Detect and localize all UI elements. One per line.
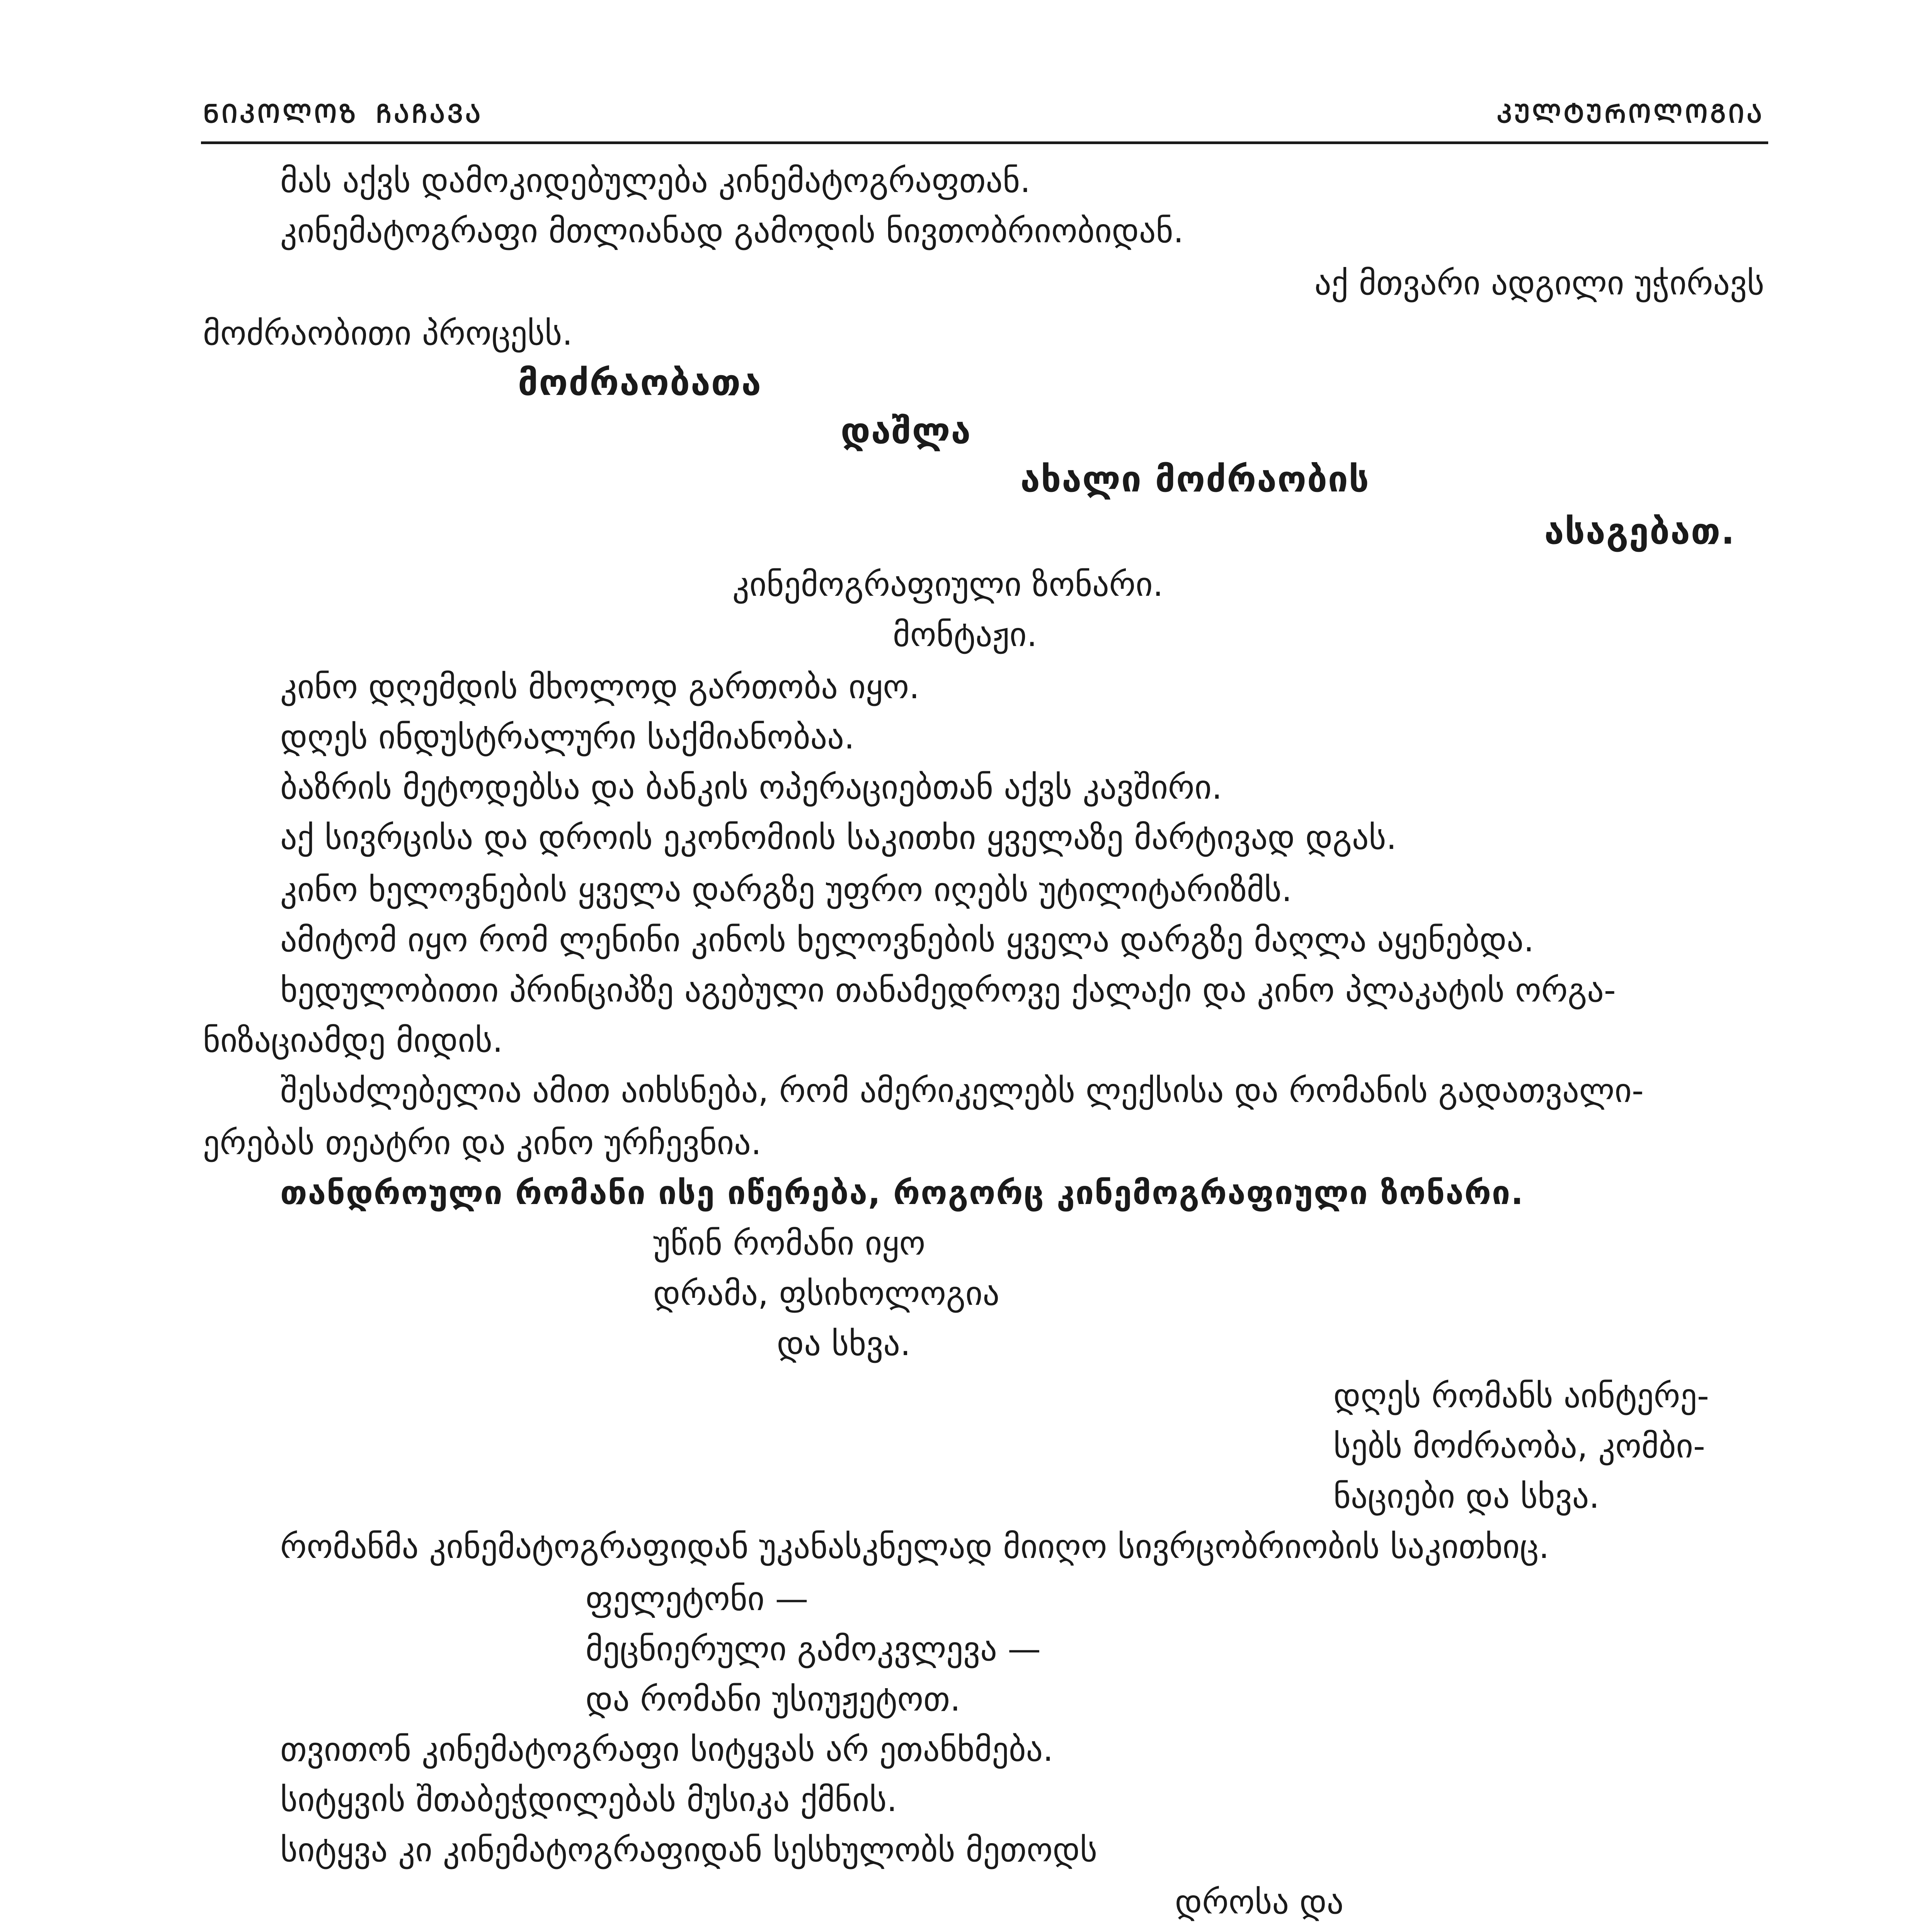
text-line: ნიზაციამდე მიდის.	[203, 1021, 503, 1060]
text-line: ბაზრის მეტოდებსა და ბანკის ოპერაციებთან აქვს კავშირი.	[280, 768, 1222, 807]
header-author: ᲜᲘᲙᲝᲚᲝᲖ ᲩᲐᲩᲐᲕᲐ	[203, 99, 483, 129]
text-line: კინო ხელოვნების ყველა დარგზე უფრო იღებს უტილიტარიზმს.	[280, 871, 1292, 909]
text-line: ხედულობითი პრინციპზე აგებული თანამედროვე ქალაქი და კინო პლაკატის ორგა-	[280, 971, 1616, 1010]
text-line: აქ სივრცისა და დროის ეკონომიის საკითხი ყველაზე მარტივად დგას.	[280, 818, 1397, 857]
text-line: მას აქვს დამოკიდებულება კინემატოგრაფთან.	[280, 162, 1031, 200]
heading-line: ასაგებათ.	[1544, 511, 1735, 552]
text-line: და სხვა.	[777, 1325, 911, 1363]
text-line: აქ მთვარი ადგილი უჭირავს	[1314, 264, 1764, 303]
text-line: დრამა, ფსიხოლოგია	[653, 1274, 999, 1313]
text-line: სიტყვა კი კინემატოგრაფიდან სესხულობს მეთოდს	[280, 1831, 1098, 1869]
heading-line: ახალი მოძრაობის	[1020, 459, 1370, 500]
text-line: ერებას თეატრი და კინო ურჩევნია.	[203, 1124, 762, 1162]
text-line: რომანმა კინემატოგრაფიდან უკანასკნელად მიიღო სივრცობრიობის საკითხიც.	[280, 1527, 1549, 1566]
text-line: დღეს ინდუსტრალური საქმიანობაა.	[280, 718, 855, 757]
text-line: კინემატოგრაფი მთლიანად გამოდის ნივთობრიობიდან.	[280, 212, 1184, 250]
header-section: ᲙᲣᲚᲢᲣᲠᲝᲚᲝᲒᲘᲐ	[1496, 99, 1764, 129]
header-rule	[201, 141, 1768, 144]
text-line: კინემოგრაფიული ზონარი.	[732, 565, 1163, 604]
heading-line: დაშლა	[841, 410, 972, 452]
text-line: სიტყვის შთაბეჭდილებას მუსიკა ქმნის.	[280, 1781, 897, 1819]
text-line: დღეს რომანს აინტერე-	[1333, 1377, 1709, 1415]
text-line: მოძრაობითი პროცესს.	[203, 314, 573, 353]
text-line: და რომანი უსიუჟეტოთ.	[586, 1680, 961, 1719]
text-line: ფელეტონი —	[586, 1580, 809, 1618]
text-line: დროსა და	[1175, 1883, 1344, 1922]
text-line: კინო დღემდის მხოლოდ გართობა იყო.	[280, 668, 920, 706]
text-line: ამიტომ იყო რომ ლენინი კინოს ხელოვნების ყველა დარგზე მაღლა აყენებდა.	[280, 921, 1534, 959]
text-line: უწინ რომანი იყო	[653, 1224, 926, 1263]
text-line: თვითონ კინემატოგრაფი სიტყვას არ ეთანხმება.	[280, 1730, 1054, 1769]
text-line: მონტაჟი.	[893, 616, 1037, 654]
text-line: მეცნიერული გამოკვლევა —	[586, 1630, 1041, 1668]
heading-line: მოძრაობათა	[518, 362, 762, 403]
text-line: სებს მოძრაობა, კომბი-	[1333, 1427, 1705, 1466]
text-line: შესაძლებელია ამით აიხსნება, რომ ამერიკელებს ლექსისა და რომანის გადათვალი-	[280, 1071, 1644, 1110]
emphasis-line: თანდროული რომანი ისე იწერება, როგორც კინემოგრაფიული ზონარი.	[280, 1174, 1524, 1212]
text-line: ნაციები და სხვა.	[1333, 1477, 1600, 1516]
